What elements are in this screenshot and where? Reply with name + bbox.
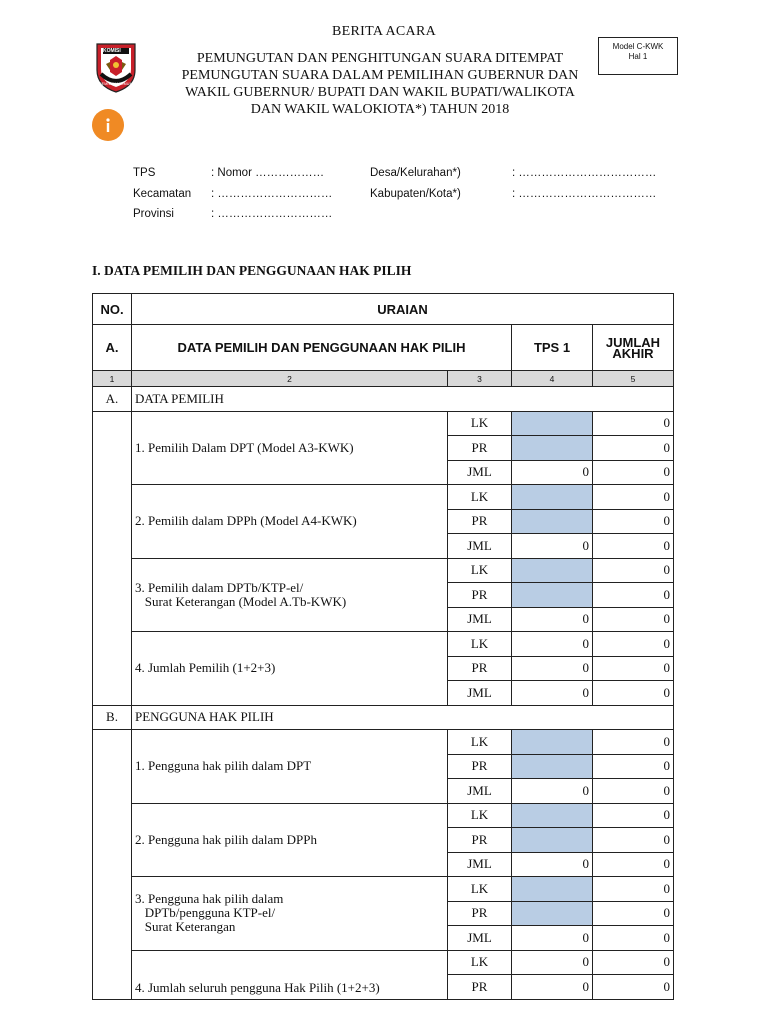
tps-input[interactable] bbox=[512, 436, 593, 461]
row-label bbox=[132, 411, 448, 485]
akhir-value: 0 bbox=[593, 632, 674, 657]
kecamatan-label: Kecamatan bbox=[133, 188, 192, 200]
row-label-line: DPTb/pengguna KTP-el/ bbox=[144, 905, 276, 921]
sub-label-jml: JML bbox=[448, 852, 512, 877]
model-code-box bbox=[598, 37, 678, 75]
tps-input[interactable] bbox=[512, 558, 593, 583]
col-number: 2 bbox=[132, 371, 448, 387]
tps-input[interactable] bbox=[512, 877, 593, 902]
akhir-value: 0 bbox=[593, 607, 674, 632]
akhir-value: 0 bbox=[593, 681, 674, 706]
page-number: Hal 1 bbox=[628, 52, 648, 61]
akhir-value: 0 bbox=[593, 534, 674, 559]
akhir-value: 0 bbox=[593, 558, 674, 583]
row-label bbox=[132, 632, 448, 706]
tps-input[interactable] bbox=[512, 730, 593, 755]
row-label bbox=[132, 730, 448, 804]
akhir-value: 0 bbox=[593, 583, 674, 608]
tps-value: 0 bbox=[512, 607, 593, 632]
akhir-value: 0 bbox=[593, 779, 674, 804]
tps-value: : Nomor ……………… bbox=[211, 167, 325, 179]
section-a-title: DATA PEMILIH bbox=[132, 387, 674, 412]
akhir-value: 0 bbox=[593, 485, 674, 510]
sub-label-jml: JML bbox=[448, 607, 512, 632]
tps-value: 0 bbox=[512, 975, 593, 1000]
sub-label-pr: PR bbox=[448, 975, 512, 1000]
akhir-value: 0 bbox=[593, 828, 674, 853]
sub-label-jml: JML bbox=[448, 779, 512, 804]
logo-text-bottom: PEMILIHAN UMUM bbox=[99, 82, 133, 86]
uraian-header: URAIAN bbox=[132, 294, 674, 325]
akhir-value: 0 bbox=[593, 436, 674, 461]
kabupaten-value: : ……………………………… bbox=[512, 188, 657, 200]
jumlah-header-line: JUMLAH bbox=[605, 334, 661, 350]
tps-input[interactable] bbox=[512, 754, 593, 779]
akhir-header-line: AKHIR bbox=[612, 345, 654, 361]
row-label-line: 1. Pengguna hak pilih dalam DPT bbox=[135, 758, 312, 774]
desa-value: : ……………………………… bbox=[512, 167, 657, 179]
row-label-line: Surat Keterangan (Model A.Tb-KWK) bbox=[144, 593, 347, 609]
row-label bbox=[132, 950, 448, 999]
tps-value: 0 bbox=[512, 926, 593, 951]
jumlah-akhir-header bbox=[593, 325, 674, 371]
sub-label-jml: JML bbox=[448, 926, 512, 951]
subtitle-line: PEMUNGUTAN DAN PENGHITUNGAN SUARA DITEMPAT bbox=[196, 51, 564, 66]
sub-label-lk: LK bbox=[448, 632, 512, 657]
no-cell-blank bbox=[93, 730, 132, 1000]
document-title: BERITA ACARA bbox=[332, 24, 436, 39]
tps-value: 0 bbox=[512, 656, 593, 681]
row-label bbox=[132, 803, 448, 877]
col-number: 1 bbox=[93, 371, 132, 387]
sub-label-pr: PR bbox=[448, 436, 512, 461]
sub-label-lk: LK bbox=[448, 558, 512, 583]
tps-input[interactable] bbox=[512, 509, 593, 534]
tps-input[interactable] bbox=[512, 583, 593, 608]
akhir-value: 0 bbox=[593, 754, 674, 779]
akhir-value: 0 bbox=[593, 852, 674, 877]
akhir-value: 0 bbox=[593, 411, 674, 436]
tps-value: 0 bbox=[512, 534, 593, 559]
model-code: Model C-KWK bbox=[612, 42, 664, 51]
row-label bbox=[132, 558, 448, 632]
desa-label: Desa/Kelurahan*) bbox=[370, 167, 461, 179]
data-pemilih-table bbox=[92, 293, 674, 1000]
row-label-line: 4. Jumlah Pemilih (1+2+3) bbox=[135, 660, 276, 676]
provinsi-value: : ………………………… bbox=[211, 208, 333, 220]
sub-label-jml: JML bbox=[448, 460, 512, 485]
logo-text-top: KOMISI bbox=[103, 48, 121, 54]
a-label: A. bbox=[93, 325, 132, 371]
tps-value: 0 bbox=[512, 681, 593, 706]
sub-label-lk: LK bbox=[448, 411, 512, 436]
subtitle-line: PEMUNGUTAN SUARA DALAM PEMILIHAN GUBERNUR DAN bbox=[181, 68, 579, 83]
row-label bbox=[132, 485, 448, 559]
tps-input[interactable] bbox=[512, 411, 593, 436]
sub-label-pr: PR bbox=[448, 656, 512, 681]
row-label-line: 3. Pemilih dalam DPTb/KTP-el/ bbox=[135, 579, 304, 595]
sub-label-pr: PR bbox=[448, 583, 512, 608]
section-heading: I. DATA PEMILIH DAN PENGGUNAAN HAK PILIH bbox=[92, 263, 412, 278]
subtitle-line: WAKIL GUBERNUR/ BUPATI DAN WAKIL BUPATI/WALIKOTA bbox=[185, 85, 575, 100]
section-b-no: B. bbox=[93, 705, 132, 730]
orange-circle-icon bbox=[91, 108, 125, 142]
section-a-no: A. bbox=[93, 387, 132, 412]
row-label-line: 1. Pemilih Dalam DPT (Model A3-KWK) bbox=[135, 439, 354, 455]
no-cell-blank bbox=[93, 411, 132, 705]
row-label-line: 3. Pengguna hak pilih dalam bbox=[135, 891, 284, 907]
akhir-value: 0 bbox=[593, 975, 674, 1000]
sub-label-jml: JML bbox=[448, 681, 512, 706]
row-label-line: Surat Keterangan bbox=[144, 919, 236, 935]
tps-header: TPS 1 bbox=[512, 325, 593, 371]
tps-input[interactable] bbox=[512, 901, 593, 926]
akhir-value: 0 bbox=[593, 926, 674, 951]
no-header: NO. bbox=[93, 294, 132, 325]
sub-label-pr: PR bbox=[448, 509, 512, 534]
row-label-line: 2. Pemilih dalam DPPh (Model A4-KWK) bbox=[135, 513, 357, 529]
akhir-value: 0 bbox=[593, 656, 674, 681]
akhir-value: 0 bbox=[593, 803, 674, 828]
document-subtitle bbox=[170, 50, 590, 118]
tps-label: TPS bbox=[133, 167, 156, 179]
kecamatan-value: : ………………………… bbox=[211, 188, 333, 200]
tps-value: 0 bbox=[512, 779, 593, 804]
tps-value: 0 bbox=[512, 950, 593, 975]
kabupaten-label: Kabupaten/Kota*) bbox=[370, 188, 461, 200]
col-number: 3 bbox=[448, 371, 512, 387]
col-number: 4 bbox=[512, 371, 593, 387]
tps-input[interactable] bbox=[512, 485, 593, 510]
akhir-value: 0 bbox=[593, 730, 674, 755]
sub-label-lk: LK bbox=[448, 950, 512, 975]
akhir-value: 0 bbox=[593, 877, 674, 902]
sub-label-lk: LK bbox=[448, 485, 512, 510]
section-b-title: PENGGUNA HAK PILIH bbox=[132, 705, 674, 730]
subtitle-line: DAN WAKIL WALOKIOTA*) TAHUN 2018 bbox=[250, 102, 510, 117]
sub-label-lk: LK bbox=[448, 803, 512, 828]
row-label-line: 2. Pengguna hak pilih dalam DPPh bbox=[135, 831, 317, 847]
col-number: 5 bbox=[593, 371, 674, 387]
akhir-value: 0 bbox=[593, 460, 674, 485]
sub-label-pr: PR bbox=[448, 901, 512, 926]
tps-input[interactable] bbox=[512, 803, 593, 828]
tps-value: 0 bbox=[512, 632, 593, 657]
row-label-line: 4. Jumlah seluruh pengguna Hak Pilih (1+2+3) bbox=[135, 979, 380, 995]
sub-label-lk: LK bbox=[448, 877, 512, 902]
akhir-value: 0 bbox=[593, 950, 674, 975]
akhir-value: 0 bbox=[593, 509, 674, 534]
a-title: DATA PEMILIH DAN PENGGUNAAN HAK PILIH bbox=[132, 325, 512, 371]
sub-label-pr: PR bbox=[448, 828, 512, 853]
sub-label-lk: LK bbox=[448, 730, 512, 755]
sub-label-jml: JML bbox=[448, 534, 512, 559]
row-label bbox=[132, 877, 448, 951]
tps-value: 0 bbox=[512, 852, 593, 877]
provinsi-label: Provinsi bbox=[133, 208, 174, 220]
tps-input[interactable] bbox=[512, 828, 593, 853]
sub-label-pr: PR bbox=[448, 754, 512, 779]
tps-value: 0 bbox=[512, 460, 593, 485]
akhir-value: 0 bbox=[593, 901, 674, 926]
